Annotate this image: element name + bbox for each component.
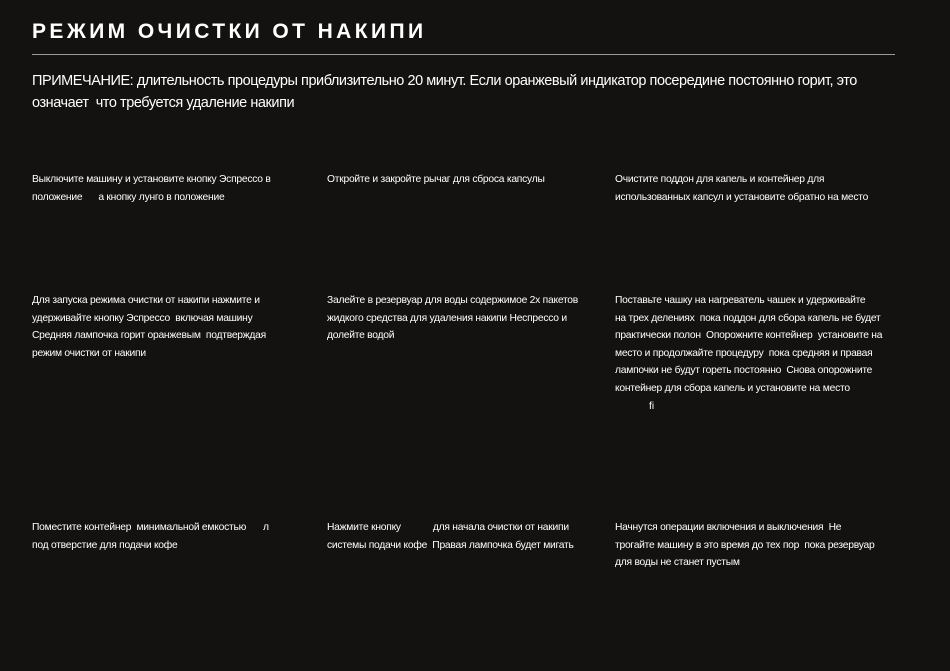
step-6-line: на трех делениях пока поддон для сбора капель не будет bbox=[615, 312, 881, 324]
step-2 bbox=[327, 171, 545, 189]
step-5 bbox=[327, 292, 578, 345]
note-paragraph bbox=[32, 70, 912, 114]
step-7-line: под отверстие для подачи кофе bbox=[32, 539, 178, 551]
step-6-line bbox=[615, 398, 882, 416]
step-1-text: а кнопку лунго в положение bbox=[98, 191, 225, 203]
step-5-line: Залейте в резервуар для воды содержимое 2х пакетов bbox=[327, 295, 579, 306]
step-4-line: Средняя лампочка горит оранжевым подтверждая bbox=[32, 330, 266, 342]
note-line-1: ПРИМЕЧАНИЕ: длительность процедуры приблизительно 20 минут. Если оранжевый индикатор посередине постоянно горит, это bbox=[32, 73, 857, 89]
step-7 bbox=[32, 519, 269, 554]
step-9-line: трогайте машину в это время до тех пор пока резервуар bbox=[615, 539, 875, 551]
step-1-line: Выключите машину и установите кнопку Эспрессо в bbox=[32, 174, 271, 185]
step-3-line: Очистите поддон для капель и контейнер для bbox=[615, 174, 825, 185]
step-4-line: Для запуска режима очистки от накипи нажмите и bbox=[32, 295, 260, 306]
step-5-line: жидкого средства для удаления накипи Неспрессо и bbox=[327, 312, 567, 324]
step-5-line: долейте водой bbox=[327, 330, 395, 342]
step-1-text: положение bbox=[32, 191, 83, 203]
step-8 bbox=[327, 519, 574, 554]
step-8-line: системы подачи кофе Правая лампочка будет мигать bbox=[327, 539, 574, 551]
step-4-line: удерживайте кнопку Эспрессо включая машину bbox=[32, 312, 253, 324]
step-8-line bbox=[327, 519, 574, 537]
step-6-glyph: ﬁ bbox=[649, 400, 654, 412]
step-4-line: режим очистки от накипи bbox=[32, 347, 146, 359]
step-4 bbox=[32, 292, 266, 362]
step-3 bbox=[615, 171, 868, 206]
step-6-line: место и продолжайте процедуру пока средняя и правая bbox=[615, 347, 873, 359]
step-6 bbox=[615, 292, 882, 415]
step-6-line: практически полон Опорожните контейнер установите на bbox=[615, 330, 883, 342]
page-title: РЕЖИМ ОЧИСТКИ ОТ НАКИПИ bbox=[32, 20, 427, 43]
step-1-line bbox=[32, 189, 271, 207]
note-line-2: означает что требуется удаление накипи bbox=[32, 95, 295, 111]
step-7-line bbox=[32, 519, 269, 537]
title-divider bbox=[32, 54, 895, 55]
step-3-line: использованных капсул и установите обратно на место bbox=[615, 191, 869, 203]
step-9-line: для воды не станет пустым bbox=[615, 557, 740, 569]
step-6-line: Поставьте чашку на нагреватель чашек и удерживайте bbox=[615, 295, 866, 306]
step-2-line: Откройте и закройте рычаг для сброса капсулы bbox=[327, 174, 545, 185]
step-6-line: контейнер для сбора капель и установите на место bbox=[615, 382, 850, 394]
step-9-line: Начнутся операции включения и выключения Не bbox=[615, 522, 842, 533]
step-9 bbox=[615, 519, 874, 572]
step-7-text: л bbox=[263, 522, 269, 533]
step-1 bbox=[32, 171, 271, 206]
step-8-text: для начала очистки от накипи bbox=[432, 522, 569, 533]
step-8-text: Нажмите кнопку bbox=[327, 522, 401, 533]
step-7-text: Поместите контейнер минимальной емкостью bbox=[32, 522, 247, 533]
step-6-line: лампочки не будут гореть постоянно Снова опорожните bbox=[615, 365, 873, 377]
